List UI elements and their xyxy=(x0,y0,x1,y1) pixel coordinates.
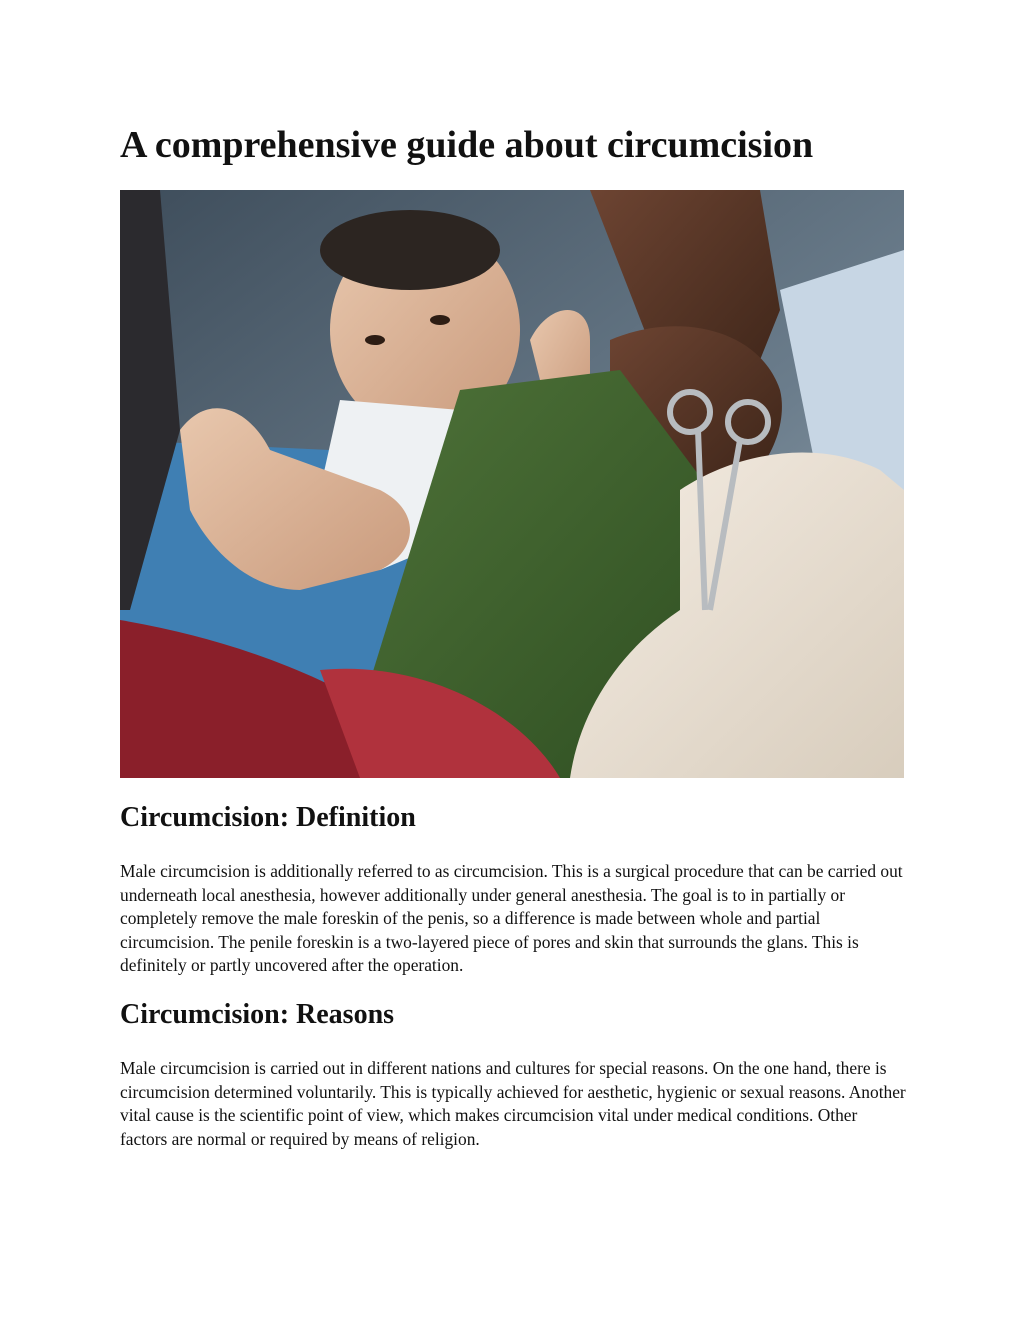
article-photo xyxy=(120,190,904,778)
section-body-reasons: Male circumcision is carried out in different nations and cultures for special reasons. On the one hand, there is circumcision determined voluntarily. This is typically achieved for aesthetic, hygienic or sexual reasons. Another vital cause is the scientific point of view, which makes circumcision vital under medical conditions. Other factors are normal or required by means of religion. xyxy=(120,1058,906,1149)
section-body-definition: Male circumcision is additionally referred to as circumcision. This is a surgical procedure that can be carried out underneath local anesthesia, however additionally under general anesthesia. The goal is to in partially or completely remove the male foreskin of the penis, so a difference is made between whole and partial circumcision. The penile foreskin is a two-layered piece of pores and skin that surrounds the glans. This is definitely or partly uncovered after the operation. xyxy=(120,861,903,976)
section-heading-reasons: Circumcision: Reasons xyxy=(120,999,395,1030)
page-title: A comprehensive guide about circumcision xyxy=(120,124,814,166)
photo-illustration-icon xyxy=(120,190,904,778)
section-heading-definition: Circumcision: Definition xyxy=(120,802,416,833)
